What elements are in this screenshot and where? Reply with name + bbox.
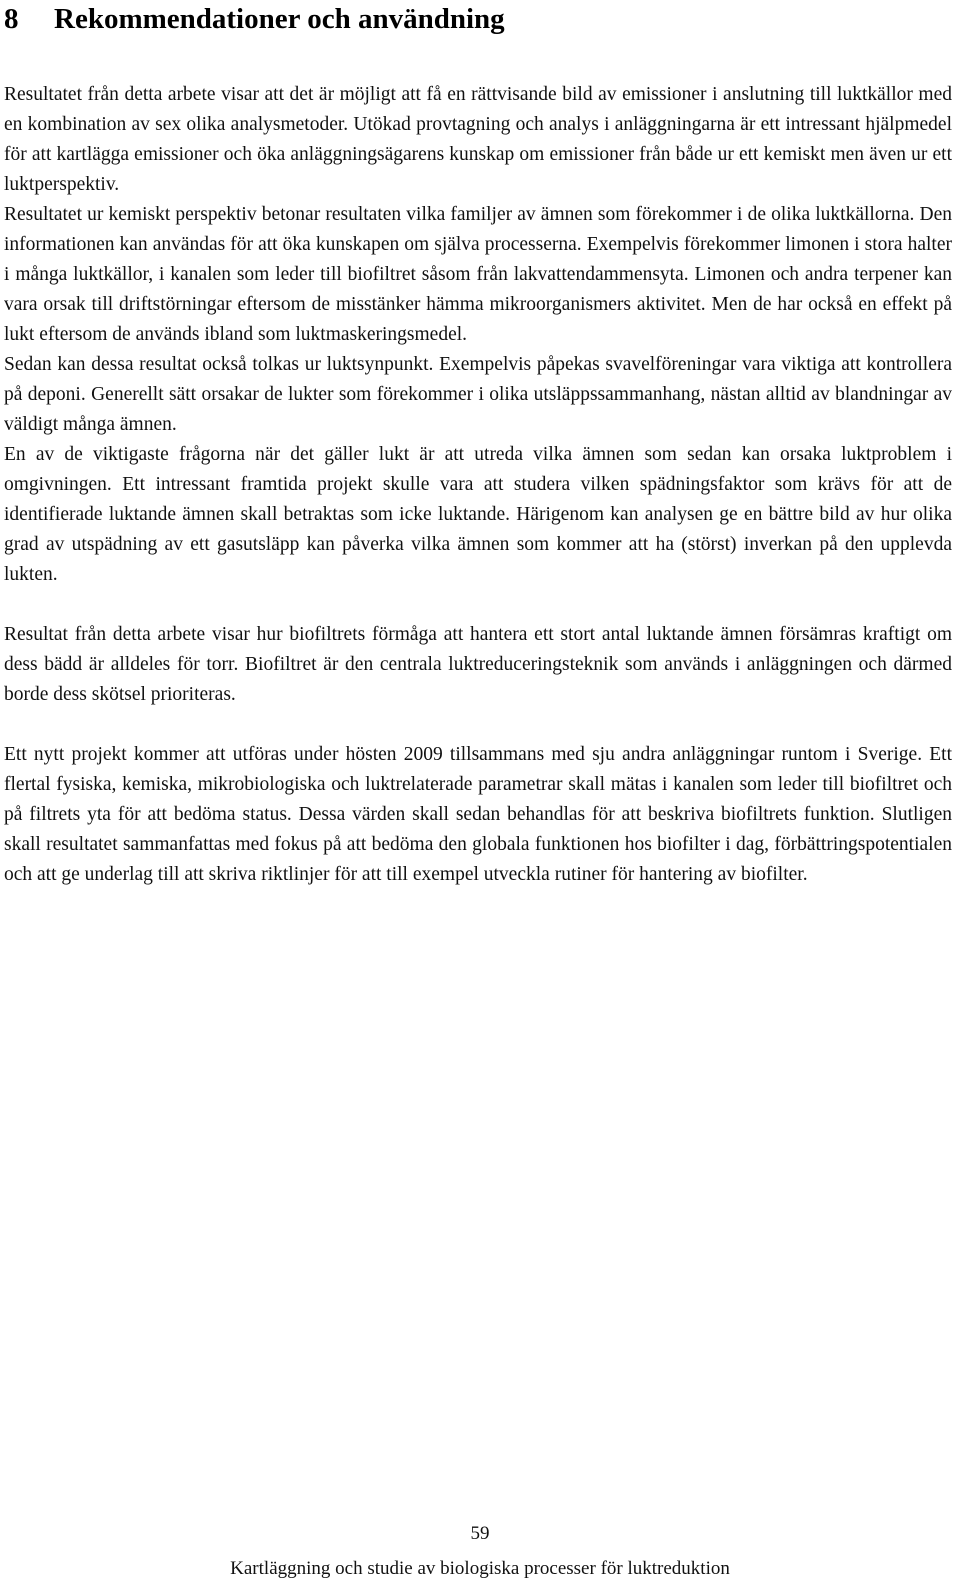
page-number: 59 bbox=[470, 1523, 490, 1544]
section-number: 8 bbox=[4, 3, 19, 35]
paragraph-odour-perspective: Sedan kan dessa resultat också tolkas ur luktsynpunkt. Exempelvis påpekas svavelföreningar vara viktiga att kontrollera på deponi. Generellt sätt orsakar de lukter som förekommer i olika utsläppssammanhang, nästan alltid av blandningar av väldigt många ämnen. bbox=[4, 354, 952, 435]
paragraph-biofilter: Resultat från detta arbete visar hur biofiltrets förmåga att hantera ett stort antal luktande ämnen försämras kraftigt om dess bädd är alldeles för torr. Biofiltret är den centrala luktreduceringsteknik som används i anläggningen och därmed borde dess skötsel prioriteras. bbox=[4, 624, 952, 705]
paragraph-new-project: Ett nytt projekt kommer att utföras under hösten 2009 tillsammans med sju andra anläggningar runtom i Sverige. Ett flertal fysiska, kemiska, mikrobiologiska och luktrelaterade parametrar skall mätas i kanalen som leder till biofiltret och på filtrets yta för att bedöma status. Dessa värden skall sedan behandlas för att beskriva biofiltrets funktion. Slutligen skall resultatet sammanfattas med fokus på att bedöma den globala funktionen hos biofilter i dag, förbättringspotentialen och att ge underlag till att skriva riktlinjer för att till exempel utveckla rutiner för hantering av biofilter. bbox=[4, 744, 952, 885]
footer-document-title: Kartläggning och studie av biologiska processer för luktreduktion bbox=[230, 1558, 730, 1579]
section-heading bbox=[4, 0, 952, 36]
section-title: Rekommendationer och användning bbox=[54, 3, 505, 35]
paragraph-chemical-perspective: Resultatet ur kemiskt perspektiv betonar resultaten vilka familjer av ämnen som förekommer i de olika luktkällorna. Den informationen kan användas för att öka kunskapen om själva processerna. Exempelvis förekommer limonen i stora halter i många luktkällor, i kanalen som leder till biofiltret såsom från lakvattendammensyta. Limonen och andra terpener kan vara orsak till driftstörningar eftersom de misstänker hämma mikroorganismers aktivitet. Men de har också en effekt på lukt eftersom de används ibland som luktmaskeringsmedel. bbox=[4, 204, 952, 345]
body-text bbox=[4, 80, 952, 890]
paragraph-results-overview: Resultatet från detta arbete visar att det är möjligt att få en rättvisande bild av emissioner i anslutning till luktkällor med en kombination av sex olika analysmetoder. Utökad provtagning och analys i anläggningarna är ett intressant hjälpmedel för att kartlägga emissioner och öka anläggningsägarens kunskap om emissioner från både ur ett kemiskt men även ur ett luktperspektiv. bbox=[4, 84, 952, 195]
paragraph-future-project: En av de viktigaste frågorna när det gäller lukt är att utreda vilka ämnen som sedan kan orsaka luktproblem i omgivningen. Ett intressant framtida projekt skulle vara att studera vilken spädningsfaktor som krävs för att de identifierade luktande ämnen skall betraktas som icke luktande. Härigenom kan analysen ge en bättre bild av hur olika grad av utspädning av ett gasutsläpp kan påverka vilka ämnen som kommer att ha (störst) inverkan på den upplevda lukten. bbox=[4, 444, 952, 585]
